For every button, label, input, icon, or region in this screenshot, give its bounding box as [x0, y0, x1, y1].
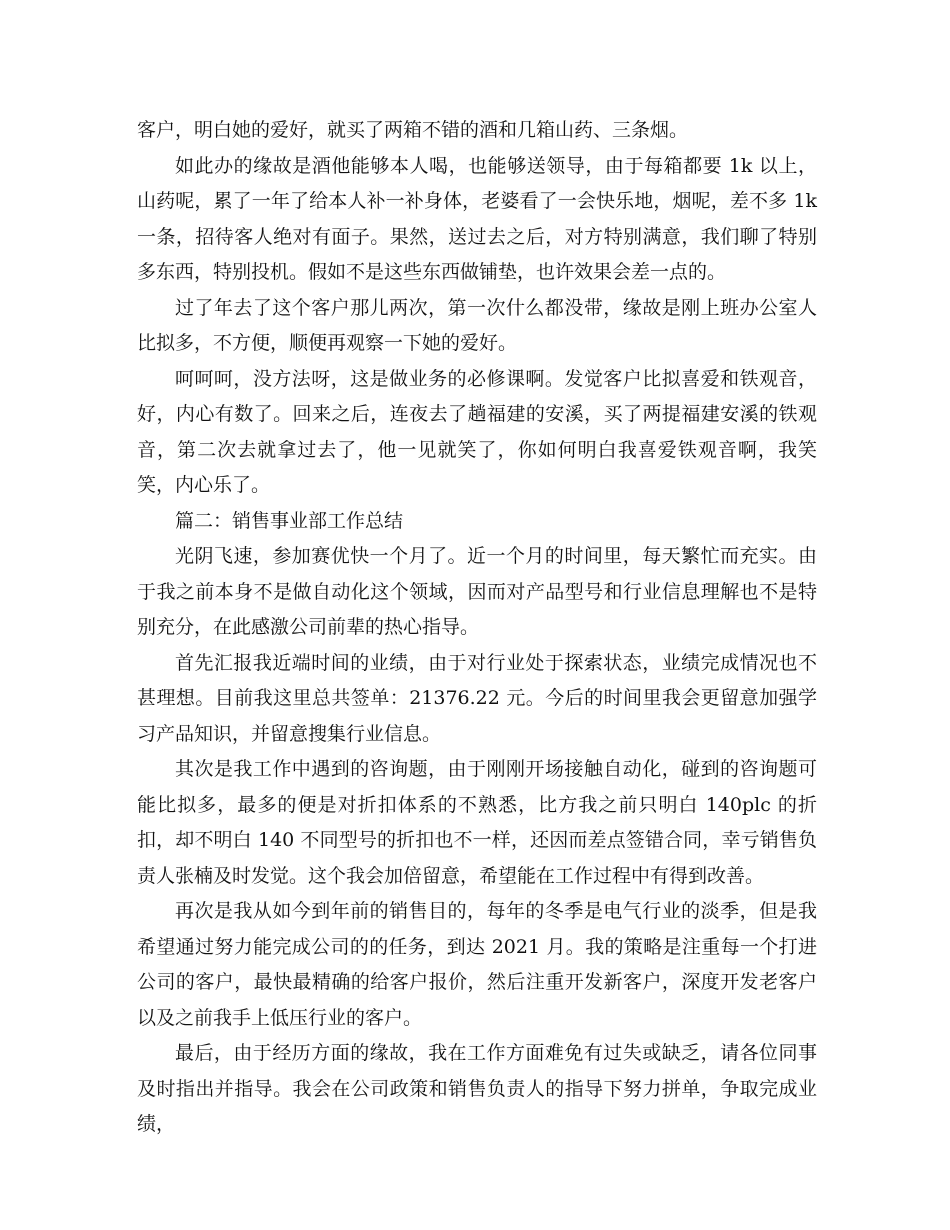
- paragraph-6: 首先汇报我近端时间的业绩，由于对行业处于探索状态，业绩完成情况也不甚理想。目前我这里总共签单：21376.22 元。今后的时间里我会更留意加强学习产品知识，并留意搜集行业信息。: [137, 651, 817, 745]
- paragraph-7: 其次是我工作中遇到的咨询题，由于刚刚开场接触自动化，碰到的咨询题可能比拟多，最多的便是对折扣体系的不熟悉，比方我之前只明白 140plc 的折扣，却不明白 140 不同型号的折扣也不一样，还因而差点签错合同，幸亏销售负责人张楠及时发觉。这个我会加倍留意，希望能在工作过程中有得到改善。: [137, 758, 817, 887]
- paragraph-1: 客户，明白她的爱好，就买了两箱不错的酒和几箱山药、三条烟。: [137, 119, 689, 141]
- paragraph-4: 呵呵呵，没方法呀，这是做业务的必修课啊。发觉客户比拟喜爱和铁观音，好，内心有数了。回来之后，连夜去了趟福建的安溪，买了两提福建安溪的铁观音，第二次去就拿过去了，他一见就笑了，你如何明白我喜爱铁观音啊，我笑笑，内心乐了。: [137, 367, 817, 496]
- paragraph-5: 光阴飞速，参加赛优快一个月了。近一个月的时间里，每天繁忙而充实。由于我之前本身不是做自动化这个领域，因而对产品型号和行业信息理解也不是特别充分，在此感激公司前辈的热心指导。: [137, 545, 817, 638]
- paragraph-8: 再次是我从如今到年前的销售目的，每年的冬季是电气行业的淡季，但是我希望通过努力能完成公司的的任务，到达 2021 月。我的策略是注重每一个打进公司的客户，最快最精确的给客户报价，然后注重开发新客户，深度开发老客户以及之前我手上低压行业的客户。: [137, 900, 817, 1029]
- paragraph-2: 如此办的缘故是酒他能够本人喝，也能够送领导，由于每箱都要 1k 以上，山药呢，累了一年了给本人补一补身体，老婆看了一会快乐地，烟呢，差不多 1k 一条，招待客人绝对有面子。果然，送过去之后，对方特别满意，我们聊了特别多东西，特别投机。假如不是这些东西做铺垫，也许效果会差一点的。: [137, 154, 817, 283]
- section-heading: 篇二：销售事业部工作总结: [175, 509, 404, 532]
- document-body: [137, 113, 817, 1143]
- paragraph-9: 最后，由于经历方面的缘故，我在工作方面难免有过失或缺乏，请各位同事及时指出并指导。我会在公司政策和销售负责人的指导下努力拼单，争取完成业绩，: [137, 1042, 817, 1135]
- paragraph-3: 过了年去了这个客户那儿两次，第一次什么都没带，缘故是刚上班办公室人比拟多，不方便，顺便再观察一下她的爱好。: [137, 296, 817, 354]
